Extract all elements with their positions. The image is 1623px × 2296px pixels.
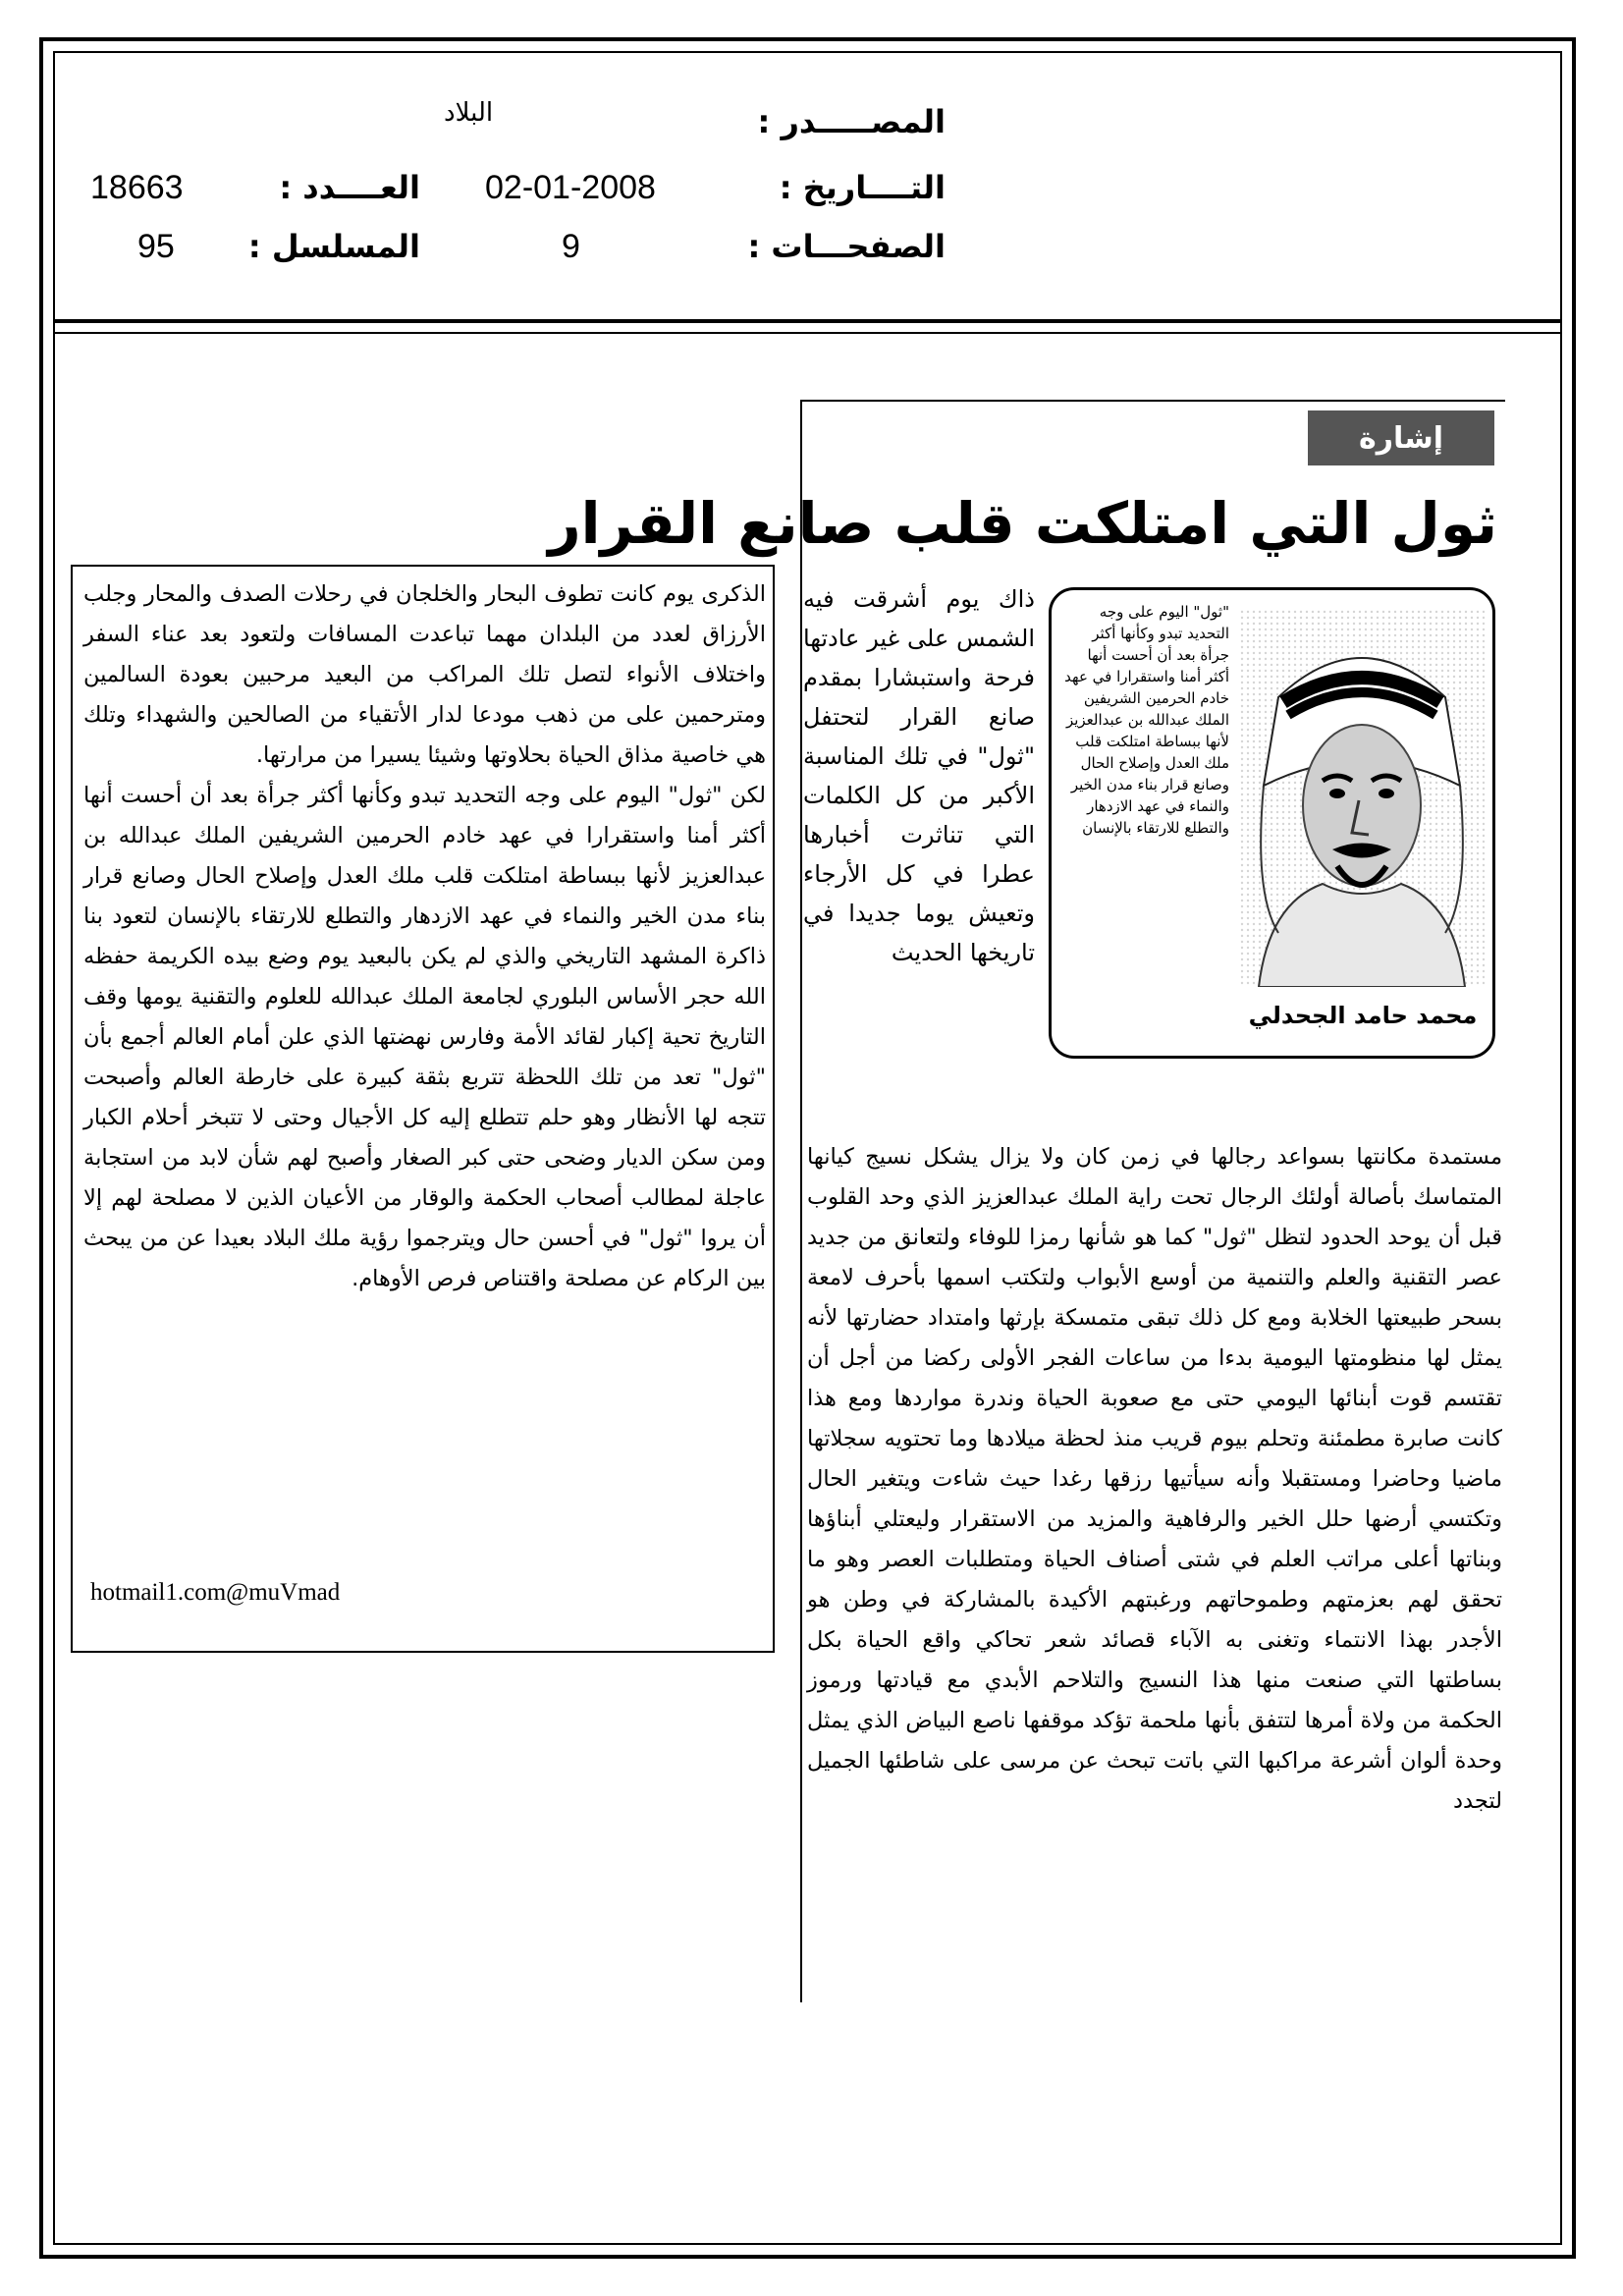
main-paragraph: مستمدة مكانتها بسواعد رجالها في زمن كان ولا يزال يشكل نسيج كيانها المتماسك بأصالة أولئك الرجال تحت راية الملك عبدالعزيز الذي وحد القلوب قبل أن يوحد الحدود لتظل "ثول" كما هو شأنها رمزا للوفاء ولتعانق من جديد عصر التقنية والعلم والتنمية من أوسع الأبواب ولتكتب اسمها بأحرف لامعة بسحر طبيعتها الخلابة ومع كل ذلك تبقى متمسكة بإرثها وامتداد حضارتها لأنه يمثل لها منظومتها اليومية بدءا من ساعات الفجر الأولى ركضا من أجل أن تقتسم قوت أبنائها اليومي حتى مع صعوبة الحياة وندرة مواردها ومع هذا كانت صابرة مطمئنة وتحلم بيوم قريب منذ لحظة ميلادها وما تحتويه سجلاتها ماضيا وحاضرا ومستقبلا وأنه سيأتيها رزقها رغدا حيث شاءت ويتغير الحال وتكتسي أرضها حلل الخير والرفاهية والمزيد من الاستقرار وليعتلي أبناؤها وبناتها أعلى مراتب العلم في شتى أصناف الحياة ومتطلبات العصر وهو ما تحقق لهم بعزمتهم وطموحاتهم ورغبتهم الأكيدة بالمشاركة في وطن هو الأجدر بهذا الانتماء وتغنى به الآباء قصائد شعر تحاكي واقع الحياة بكل بساطتها التي صنعت منها هذا النسيج والتلاحم الأبدي مع قيادتها ورموز الحكمة من ولاة أمرها لتتفق بأنها ملحمة تؤكد موقفها ناصع البياض الذي يمثل وحدة ألوان أشرعة مراكبها التي باتت تبحث عن مرسى على شاطئها الجميل لتجدد xyxy=(807,1144,1502,1814)
pages-value: 9 xyxy=(562,228,580,265)
pages-label: الصفحـــات : xyxy=(747,228,946,265)
article-main-column xyxy=(807,1137,1502,1992)
author-email: hotmail1.com@muVmad xyxy=(90,1579,341,1606)
serial-label: المسلسل : xyxy=(247,228,420,265)
date-value: 02-01-2008 xyxy=(485,169,656,206)
article-left-column xyxy=(83,574,766,1557)
intro-paragraph: ذاك يوم أشرقت فيه الشمس على غير عادتها فرحة واستبشارا بمقدم صانع القرار لتحتفل "ثول" في تلك المناسبة الأكبر من كل الكلمات التي تناثرت أخبارها عطرا في كل الأرجاء وتعيش يوما جديدا في تاريخها الحديث xyxy=(803,585,1035,966)
author-name: محمد حامد الجحدلي xyxy=(1248,1002,1478,1029)
serial-value: 95 xyxy=(137,228,175,265)
date-label: التــــاريخ : xyxy=(779,169,946,206)
issue-label: العــــدد : xyxy=(279,169,420,206)
issue-value: 18663 xyxy=(90,169,184,206)
source-label: المصـــــدر : xyxy=(757,103,946,140)
author-portrait-icon xyxy=(1239,609,1485,987)
left-paragraph-1: الذكرى يوم كانت تطوف البحار والخلجان في رحلات الصدف والمحار وجلب الأرزاق لعدد من البلدان مهما تباعدت المسافات ولتعود بعد عناء السفر واختلاف الأنواء لتصل تلك المراكب من البعيد مرحبين بعودة السالمين ومترحمين على من ذهب مودعا لدار الأتقياء من الصالحين والشهداء وتلك هي خاصية مذاق الحياة بحلاوتها وشيئا يسيرا من مرارتها. xyxy=(83,581,766,768)
source-value: البلاد xyxy=(444,98,494,128)
left-paragraph-2: لكن "ثول" اليوم على وجه التحديد تبدو وكأنها أكثر جرأة بعد أن أحست أنها أكثر أمنا واستقرارا في عهد خادم الحرمين الشريفين الملك عبدالله بن عبدالعزيز لأنها ببساطة امتلكت قلب ملك العدل وإصلاح الحال وصانع قرار بناء مدن الخير والنماء في عهد الازدهار والتطلع للارتقاء بالإنسان لتعود بنا ذاكرة المشهد التاريخي والذي لم يكن بالبعيد يوم وضع بيده الكريمة حفظه الله حجر الأساس البلوري لجامعة الملك عبدالله للعلوم والتقنية يومها وقف التاريخ تحية إكبار لقائد الأمة وفارس نهضتها الذي علن أمام العالم أجمع بأن "ثول" تعد من تلك اللحظة تتربع بثقة كبيرة على خارطة العالم وأصبحت تتجه لها الأنظار وهو حلم تتطلع إليه كل الأجيال وحتى لا تتبخر أحلام الكبار ومن سكن الديار وضحى حتى كبر الصغار وأصبح لهم شأن لابد من استجابة عاجلة لمطالب أصحاب الحكمة والوقار من الأعيان الذين لا مصلحة لهم إلا أن يروا "ثول" في أحسن حال ويترجموا رؤية ملك البلاد بعيدا عن من يبحث بين الركام عن مصلحة واقتناص فرص الأوهام. xyxy=(83,783,766,1291)
photo-caption: "ثول" اليوم على وجه التحديد تبدو وكأنها أكثر جرأة بعد أن أحست أنها أكثر أمنا واستقرارا في عهد خادم الحرمين الشريفين الملك عبدالله بن عبدالعزيز لأنها ببساطة امتلكت قلب ملك العدل وإصلاح الحال وصانع قرار بناء مدن الخير والنماء في عهد الازدهار والتطلع للارتقاء بالإنسان xyxy=(1064,603,1229,837)
article-headline: ثول التي امتلكت قلب صانع القرار xyxy=(548,490,1497,557)
article-intro xyxy=(803,579,1035,1129)
article-tag: إشارة xyxy=(1308,410,1494,465)
header-divider xyxy=(53,332,1562,334)
